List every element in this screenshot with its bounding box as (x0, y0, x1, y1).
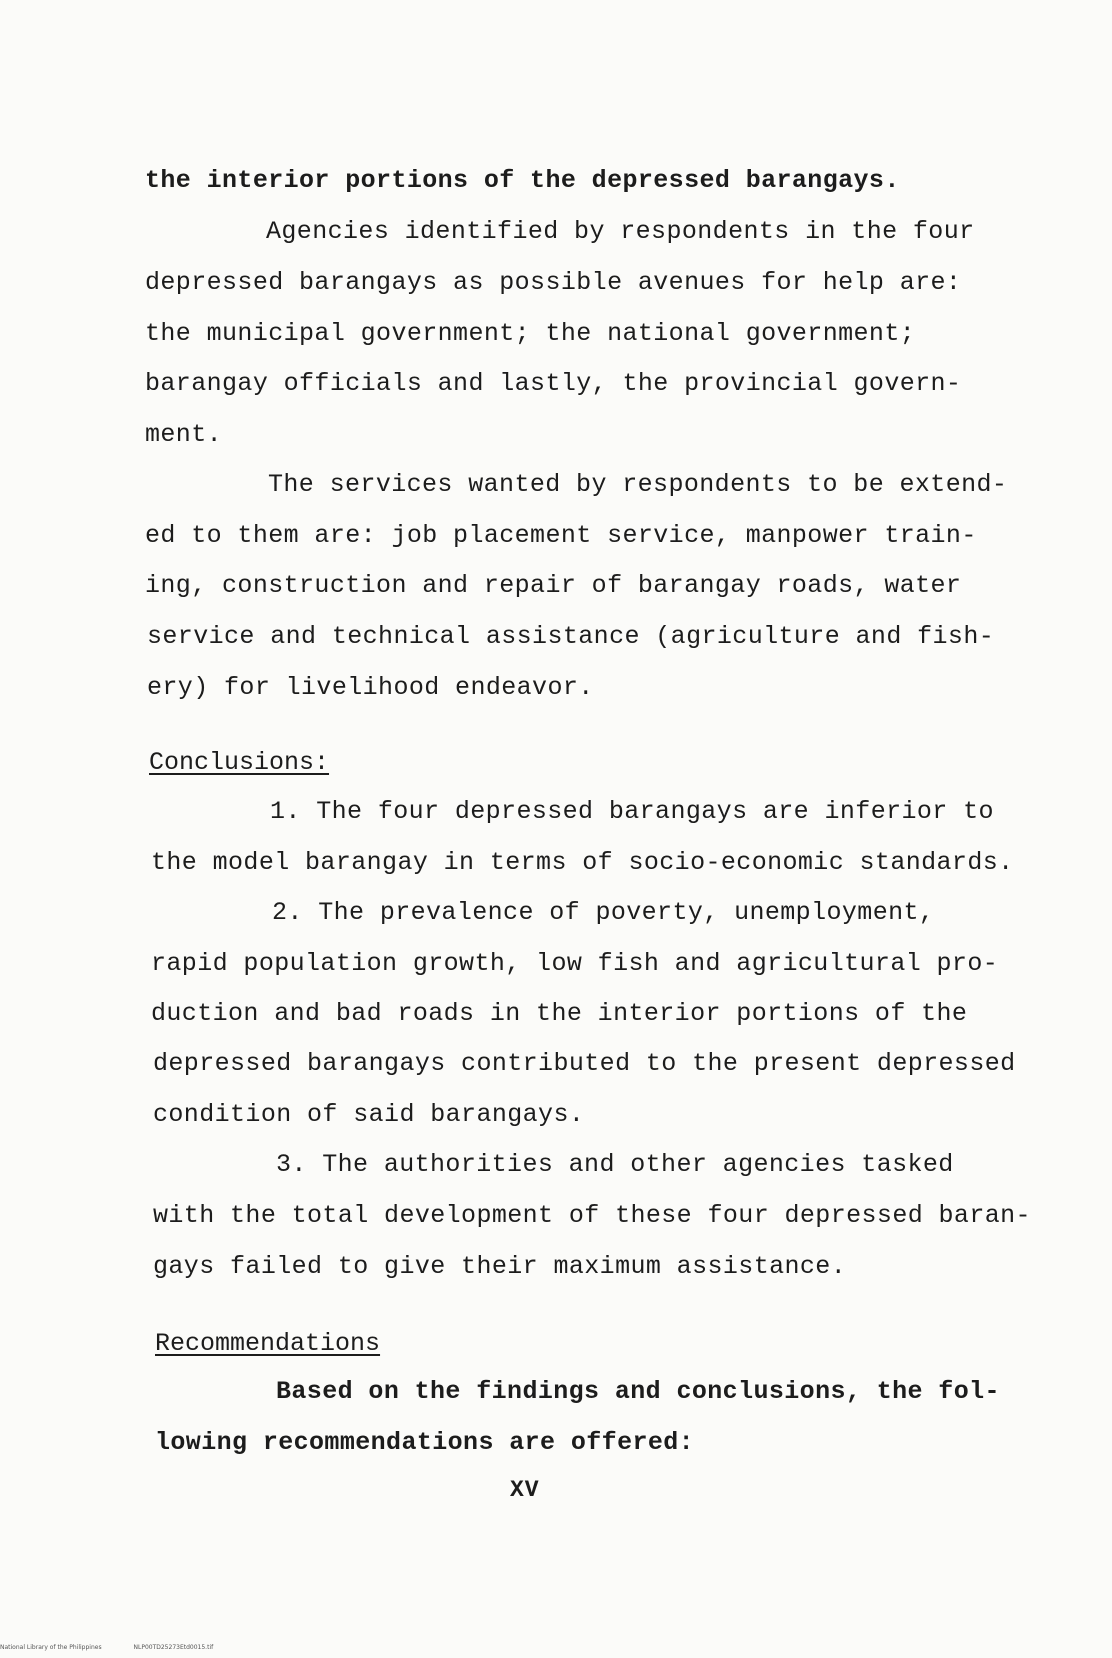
page-number: XV (510, 1477, 540, 1503)
conclusion-item-line: gays failed to give their maximum assistance. (153, 1252, 847, 1281)
body-text-line: depressed barangays as possible avenues for help are: (145, 268, 962, 297)
conclusion-item-line: 2. The prevalence of poverty, unemployment, (272, 898, 935, 927)
recommendations-text-line: Based on the findings and conclusions, the fol- (276, 1377, 1000, 1406)
conclusion-item-line: 1. The four depressed barangays are inferior to (270, 797, 994, 826)
recommendations-heading: Recommendations (155, 1329, 381, 1358)
conclusion-item-line: condition of said barangays. (153, 1100, 585, 1129)
body-text-line: the municipal government; the national government; (145, 319, 916, 348)
body-text-line: ed to them are: job placement service, manpower train- (145, 521, 977, 550)
body-text-line: Agencies identified by respondents in the four (266, 217, 975, 246)
conclusion-item-line: depressed barangays contributed to the present depressed (153, 1049, 1016, 1078)
body-text-line: The services wanted by respondents to be extend- (268, 470, 1008, 499)
conclusion-item-line: duction and bad roads in the interior portions of the (151, 999, 968, 1028)
body-text-line: ment. (145, 420, 223, 449)
footer-file-id: NLP00TD25273Etd0015.tif (133, 1644, 214, 1651)
conclusion-item-line: with the total development of these four depressed baran- (153, 1201, 1031, 1230)
conclusion-item-line: 3. The authorities and other agencies tasked (276, 1150, 954, 1179)
body-text-line: the interior portions of the depressed barangays. (145, 166, 900, 195)
body-text-line: ing, construction and repair of barangay roads, water (145, 571, 962, 600)
body-text-line: service and technical assistance (agriculture and fish- (147, 622, 995, 651)
recommendations-text-line: lowing recommendations are offered: (155, 1428, 695, 1457)
conclusion-item-line: rapid population growth, low fish and agricultural pro- (151, 949, 999, 978)
body-text-line: barangay officials and lastly, the provincial govern- (145, 369, 962, 398)
footer-library-name: National Library of the Philippines (0, 1644, 102, 1651)
scan-footer (0, 1644, 243, 1652)
body-text-line: ery) for livelihood endeavor. (147, 673, 594, 702)
conclusion-item-line: the model barangay in terms of socio-economic standards. (151, 848, 1014, 877)
conclusions-heading: Conclusions: (149, 748, 330, 777)
